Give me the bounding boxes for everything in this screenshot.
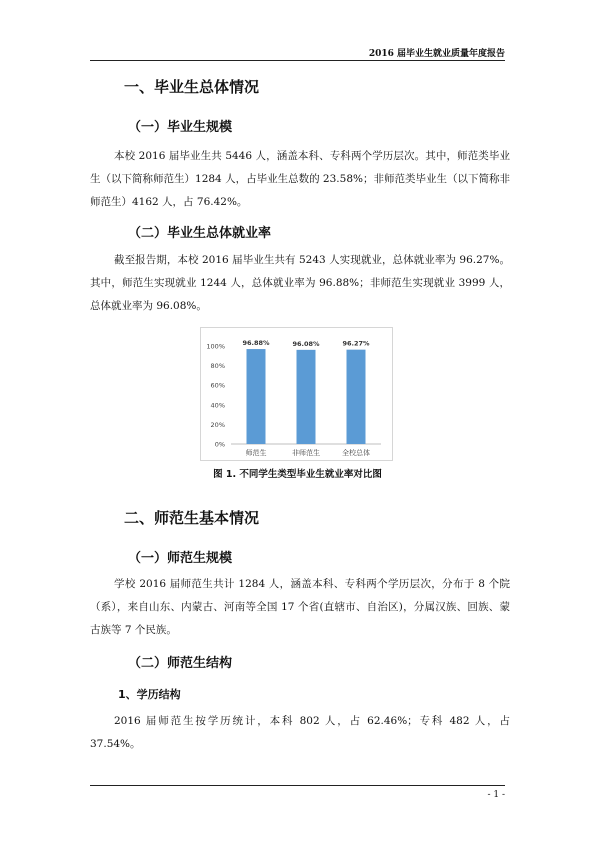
bar-3 [347, 350, 366, 444]
y-tick-label: 0% [214, 440, 225, 449]
section-2-2-1-paragraph: 2016 届师范生按学历统计，本科 802 人，占 62.46%；专科 482 人，占 37.54%。 [90, 715, 510, 750]
bar-data-label: 96.08% [292, 339, 320, 348]
section-2-1-paragraph: 学校 2016 届师范生共计 1284 人，涵盖本科、专科两个学历层次，分布于 8 个院（系），来自山东、内蒙古、河南等全国 17 个省(直辖市、自治区)，分属汉族、回族、蒙古族等 7 个民族。 [90, 578, 510, 636]
y-tick-label: 60% [210, 381, 225, 390]
section-1-1-heading: （一）毕业生规模 [128, 120, 233, 135]
section-2-1-heading: （一）师范生规模 [128, 551, 233, 566]
footer-divider [90, 785, 505, 786]
y-tick-label: 20% [210, 420, 225, 429]
bar-data-label: 96.88% [242, 339, 270, 348]
y-tick-label: 100% [206, 342, 225, 351]
page-header-title: 2016 届毕业生就业质量年度报告 [368, 49, 505, 59]
section-1-1-paragraph: 本校 2016 届毕业生共 5446 人，涵盖本科、专科两个学历层次。其中，师范类毕业生（以下简称师范生）1284 人，占毕业生总数的 23.58%；非师范类毕业生（以下简称非师范生）4162 人，占 76.42%。 [90, 150, 510, 208]
bar-data-label: 96.27% [342, 339, 370, 348]
bar-2 [297, 350, 316, 444]
bar-1 [247, 349, 266, 444]
y-tick-label: 80% [210, 362, 225, 371]
employment-rate-chart [200, 327, 393, 461]
section-1-2-paragraph: 截至报告期，本校 2016 届毕业生共有 5243 人实现就业，总体就业率为 96.27%。其中，师范生实现就业 1244 人，总体就业率为 96.88%；非师范生实现就业 3999 人，总体就业率为 96.08%。 [90, 254, 510, 312]
header-divider [90, 60, 505, 61]
section-2-2-heading: （二）师范生结构 [128, 656, 233, 671]
x-category-label: 全校总体 [342, 449, 370, 457]
page-number: - 1 - [487, 790, 505, 800]
section-1-2-heading: （二）毕业生总体就业率 [128, 226, 272, 241]
section-2-2-1-heading: 1、学历结构 [118, 688, 181, 701]
y-tick-label: 40% [210, 401, 225, 410]
x-category-label: 非师范生 [292, 449, 320, 457]
employment-rate-chart-svg [201, 328, 392, 460]
section-2-heading: 二、师范生基本情况 [124, 509, 260, 527]
section-1-heading: 一、毕业生总体情况 [124, 78, 260, 96]
figure-caption: 图 1. 不同学生类型毕业生就业率对比图 [213, 469, 382, 480]
x-category-label: 师范生 [245, 449, 267, 457]
